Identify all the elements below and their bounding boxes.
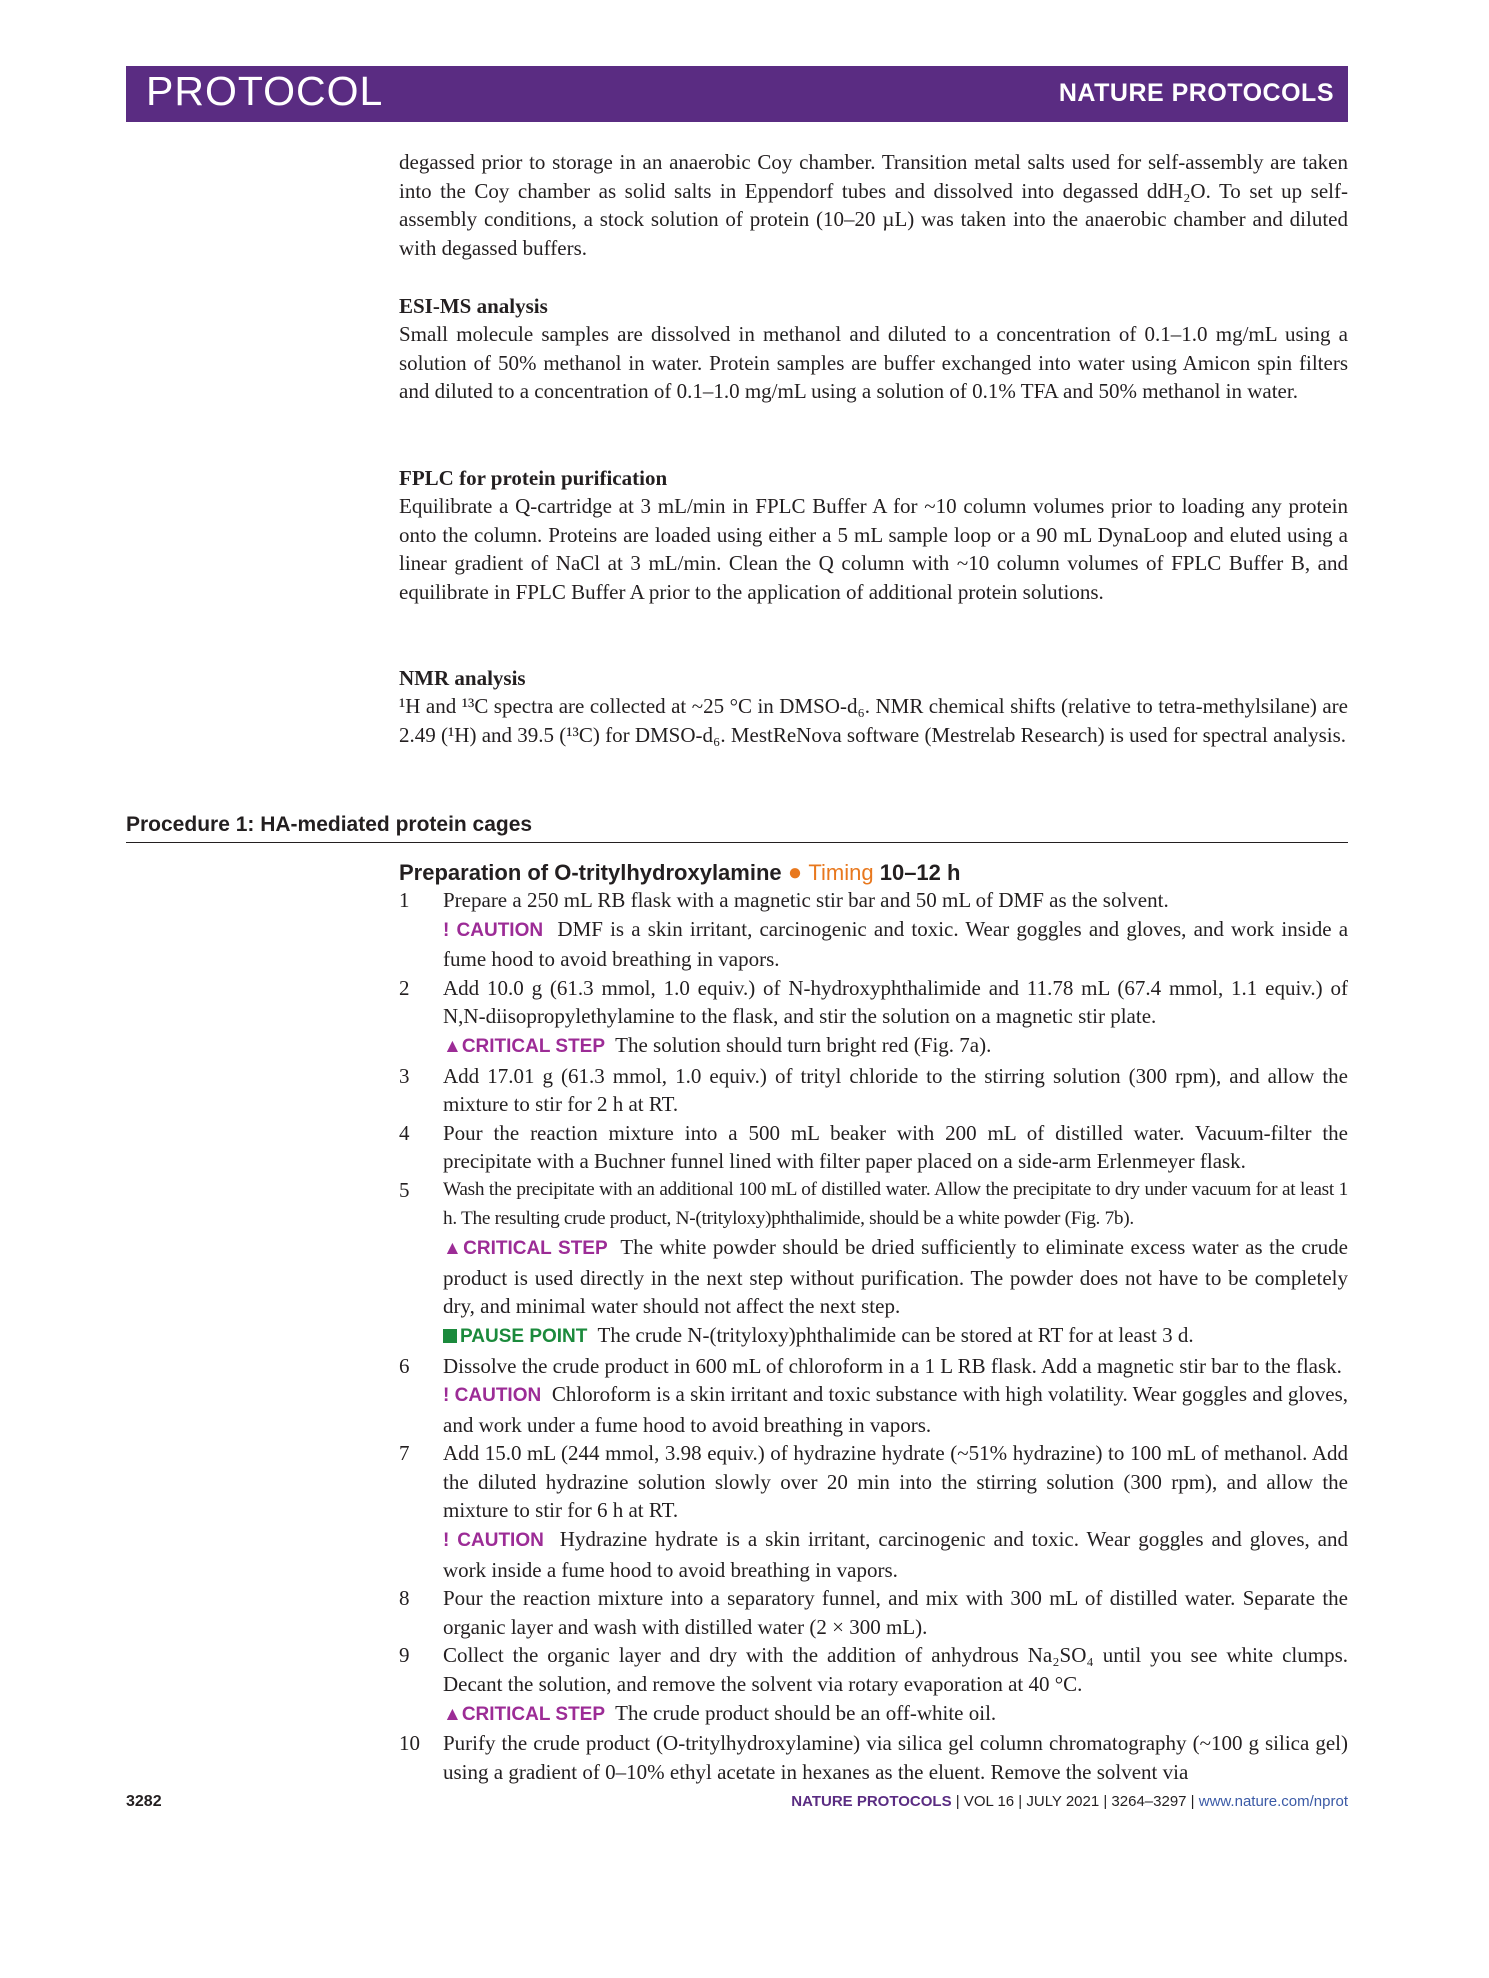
step-number: 3 bbox=[399, 1063, 410, 1088]
pause-note bbox=[443, 1321, 1348, 1352]
critical-note bbox=[443, 1031, 1348, 1062]
caution-icon: ! bbox=[443, 919, 457, 941]
critical-note bbox=[443, 1699, 1348, 1730]
footer-url-link[interactable]: www.nature.com/nprot bbox=[1198, 1793, 1348, 1810]
step-text: Add 17.01 g (61.3 mmol, 1.0 equiv.) of trityl chloride to the stirring solution (300 rpm), and allow the mixture to stir for 2 h at RT. bbox=[443, 1063, 1348, 1117]
step-number: 1 bbox=[399, 888, 410, 912]
footer-journal: NATURE PROTOCOLS bbox=[791, 1793, 952, 1810]
critical-note bbox=[443, 1233, 1348, 1321]
step-text: Add 10.0 g (61.3 mmol, 1.0 equiv.) of N-hydroxyphthalimide and 11.78 mL (67.4 mmol, 1.1 equiv.) of N,N-diisopropylethylamine to the flask, and stir the solution on a magnetic stir plate. bbox=[443, 975, 1348, 1029]
step-number: 5 bbox=[399, 1177, 410, 1202]
step-text: Pour the reaction mixture into a separatory funnel, and mix with 300 mL of distilled water. Separate the organic layer and wash with distilled water (2 × 300 mL). bbox=[443, 1586, 1348, 1639]
step-number: 4 bbox=[399, 1120, 410, 1145]
critical-text: The white powder should be dried sufficiently to eliminate excess water as the crude product is used directly in the next step without purification. The powder does not have to be completely dry, and minimal water should not affect the next step. bbox=[443, 1235, 1348, 1319]
pause-text: The crude N-(trityloxy)phthalimide can be stored at RT for at least 3 d. bbox=[597, 1322, 1194, 1347]
caution-label: CAUTION bbox=[454, 1385, 542, 1407]
step-4 bbox=[399, 1119, 1348, 1176]
step-text: Wash the precipitate with an additional 100 mL of distilled water. Allow the precipitate to dry under vacuum for at least 1 h. The resulting crude product, N-(trityloxy)phthalimide, should be a white powder (Fig. 7b). bbox=[443, 1178, 1348, 1229]
critical-label: CRITICAL STEP bbox=[461, 1703, 606, 1725]
caution-note bbox=[443, 1525, 1348, 1584]
step-8 bbox=[399, 1584, 1348, 1641]
step-3 bbox=[399, 1062, 1348, 1119]
square-icon bbox=[443, 1329, 457, 1343]
triangle-icon: ▲ bbox=[443, 1703, 462, 1725]
top-paragraph-block bbox=[399, 148, 1348, 262]
footer-citation bbox=[791, 1793, 1348, 1810]
esi-section bbox=[399, 292, 1348, 406]
step-10 bbox=[399, 1729, 1348, 1786]
step-number: 9 bbox=[399, 1643, 410, 1668]
critical-text: The crude product should be an off-white oil. bbox=[615, 1700, 997, 1725]
esi-heading: ESI-MS analysis bbox=[399, 294, 548, 318]
triangle-icon: ▲ bbox=[443, 1238, 464, 1260]
esi-text: Small molecule samples are dissolved in methanol and diluted to a concentration of 0.1–1.0 mg/mL using a solution of 50% methanol in water. Protein samples are buffer exchanged into water using Amicon spin filters and diluted to a concentration of 0.1–1.0 mg/mL using a solution of 0.1% TFA and 50% methanol in water. bbox=[399, 322, 1348, 404]
caution-text: Hydrazine hydrate is a skin irritant, carcinogenic and toxic. Wear goggles and gloves, and work inside a fume hood to avoid breathing in vapors. bbox=[443, 1527, 1349, 1582]
step-text: Prepare a 250 mL RB flask with a magnetic stir bar and 50 mL of DMF as the solvent. bbox=[443, 888, 1169, 912]
step-7 bbox=[399, 1439, 1348, 1584]
critical-text: The solution should turn bright red (Fig. 7a). bbox=[615, 1032, 992, 1057]
top-paragraph: degassed prior to storage in an anaerobic Coy chamber. Transition metal salts used for self-assembly are taken into the Coy chamber as solid salts in Eppendorf tubes and dissolved into degassed ddH₂O. To set up self-assembly conditions, a stock solution of protein (10–20 µL) was taken into the anaerobic chamber and diluted with degassed buffers. bbox=[399, 150, 1348, 260]
caution-label: CAUTION bbox=[457, 1530, 544, 1552]
prep-title-line bbox=[399, 858, 960, 888]
caution-note bbox=[443, 1380, 1348, 1439]
step-1 bbox=[399, 886, 1348, 974]
step-number: 2 bbox=[399, 975, 410, 1000]
step-text: Purify the crude product (O-tritylhydroxylamine) via silica gel column chromatography (~100 g silica gel) using a gradient of 0–10% ethyl acetate in hexanes as the eluent. Remove the solvent via bbox=[443, 1731, 1348, 1784]
caution-text: DMF is a skin irritant, carcinogenic and toxic. Wear goggles and gloves, and work inside a fume hood to avoid breathing in vapors. bbox=[443, 916, 1349, 972]
step-text: Add 15.0 mL (244 mmol, 3.98 equiv.) of hydrazine hydrate (~51% hydrazine) to 100 mL of methanol. Add the diluted hydrazine solution slowly over 20 min into the stirring solution (300 rpm), and allow the mixture to stir for 6 h at RT. bbox=[443, 1441, 1348, 1523]
caution-text: Chloroform is a skin irritant and toxic substance with high volatility. Wear goggles and gloves, and work under a fume hood to avoid breathing in vapors. bbox=[443, 1382, 1349, 1437]
step-6 bbox=[399, 1352, 1348, 1440]
article-type-label: PROTOCOL bbox=[146, 68, 384, 114]
fplc-text: Equilibrate a Q-cartridge at 3 mL/min in FPLC Buffer A for ~10 column volumes prior to loading any protein onto the column. Proteins are loaded using either a 5 mL sample loop or a 90 mL DynaLoop and eluted using a linear gradient of NaCl at 3 mL/min. Clean the Q column with ~10 column volumes of FPLC Buffer B, and equilibrate in FPLC Buffer A prior to the application of additional protein solutions. bbox=[399, 494, 1348, 604]
nmr-text: ¹H and ¹³C spectra are collected at ~25 °C in DMSO-d₆. NMR chemical shifts (relative to tetra-methylsilane) are 2.49 (¹H) and 39.5 (¹³C) for DMSO-d₆. MestReNova software (Mestrelab Research) is used for spectral analysis. bbox=[399, 694, 1348, 747]
caution-note bbox=[443, 915, 1348, 974]
step-5 bbox=[399, 1176, 1348, 1352]
fplc-heading: FPLC for protein purification bbox=[399, 466, 668, 490]
step-text: Dissolve the crude product in 600 mL of chloroform in a 1 L RB flask. Add a magnetic stir bar to the flask. bbox=[443, 1353, 1342, 1378]
pause-label: PAUSE POINT bbox=[460, 1325, 588, 1347]
journal-name: NATURE PROTOCOLS bbox=[1058, 79, 1334, 107]
caution-icon: ! bbox=[443, 1530, 458, 1552]
step-text: Pour the reaction mixture into a 500 mL beaker with 200 mL of distilled water. Vacuum-filter the precipitate with a Buchner funnel lined with filter paper placed on a side-arm Erlenmeyer flask. bbox=[443, 1120, 1348, 1174]
step-2 bbox=[399, 974, 1348, 1062]
caution-label: CAUTION bbox=[456, 919, 544, 941]
procedure-steps bbox=[399, 886, 1348, 1786]
critical-label: CRITICAL STEP bbox=[463, 1238, 608, 1260]
caution-icon: ! bbox=[443, 1385, 455, 1407]
timing-label: Timing bbox=[808, 860, 874, 885]
step-9 bbox=[399, 1641, 1348, 1729]
triangle-icon: ▲ bbox=[443, 1035, 462, 1057]
timing-dot-icon: ● bbox=[787, 859, 803, 886]
journal-header-bar bbox=[126, 66, 1348, 122]
footer-volume: | VOL 16 | JULY 2021 | 3264–3297 | bbox=[955, 1793, 1195, 1810]
fplc-section bbox=[399, 464, 1348, 606]
timing-value: 10–12 h bbox=[879, 860, 961, 885]
prep-title: Preparation of O-tritylhydroxylamine bbox=[399, 860, 782, 885]
page-number: 3282 bbox=[126, 1793, 162, 1810]
step-number: 7 bbox=[399, 1441, 410, 1466]
step-text: Collect the organic layer and dry with the addition of anhydrous Na₂SO₄ until you see white clumps. Decant the solution, and remove the solvent via rotary evaporation at 40 °C. bbox=[443, 1643, 1348, 1697]
nmr-heading: NMR analysis bbox=[399, 666, 526, 690]
step-number: 10 bbox=[399, 1731, 420, 1756]
critical-label: CRITICAL STEP bbox=[461, 1035, 606, 1057]
procedure-title: Procedure 1: HA-mediated protein cages bbox=[126, 811, 1348, 843]
nmr-section bbox=[399, 664, 1348, 749]
step-number: 6 bbox=[399, 1353, 410, 1378]
step-number: 8 bbox=[399, 1586, 410, 1611]
